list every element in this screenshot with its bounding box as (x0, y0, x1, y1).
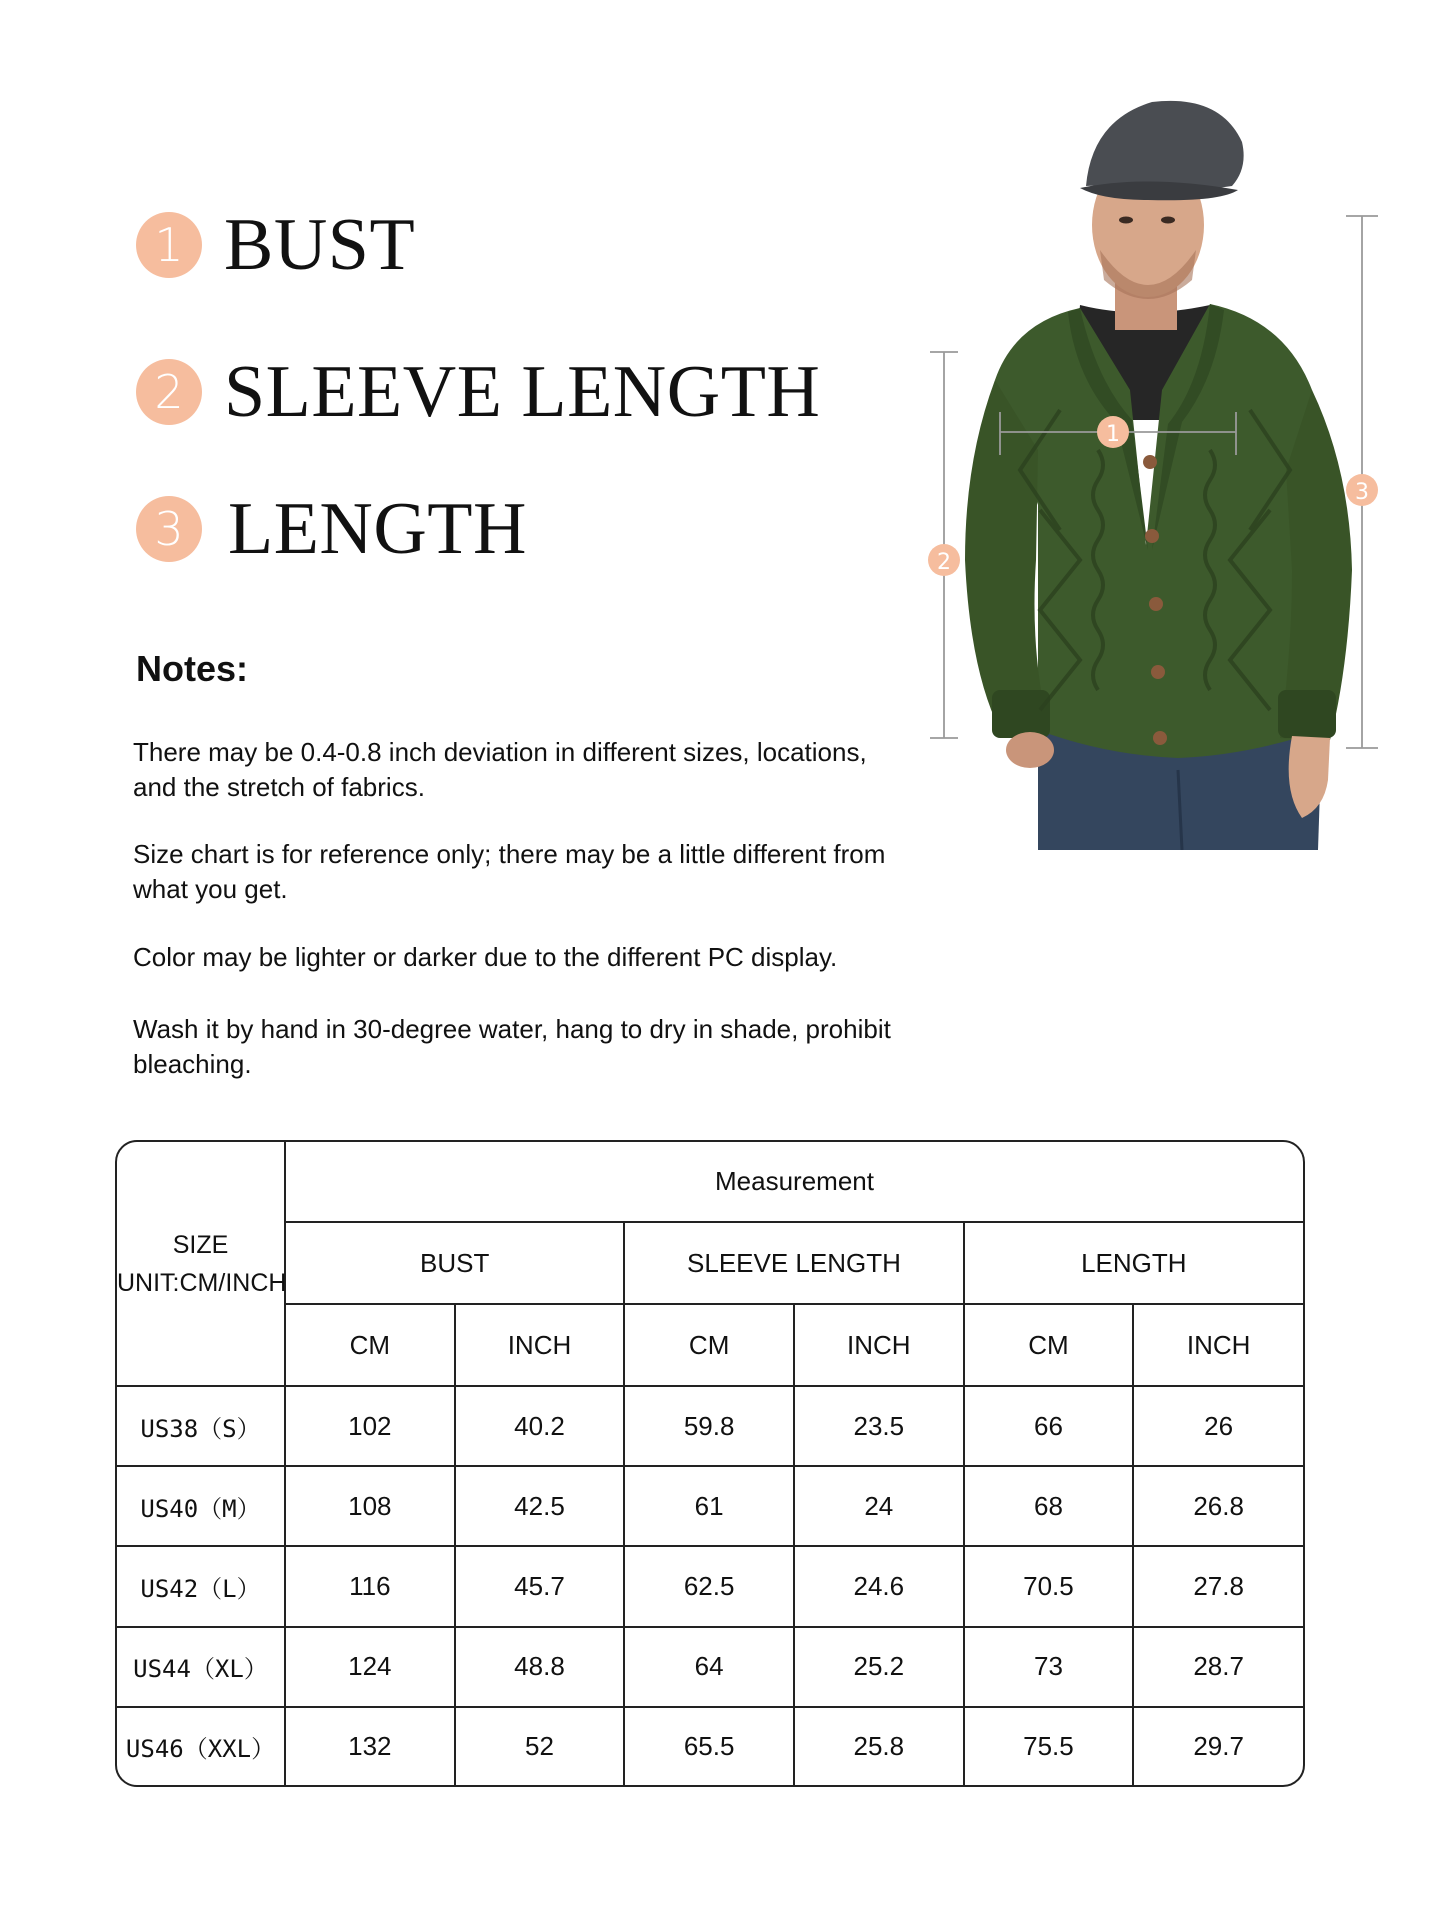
bust-marker-number: 1 (1106, 422, 1120, 447)
value-cell: 24.6 (794, 1546, 964, 1626)
value-cell: 68 (964, 1466, 1134, 1546)
value-cell: 108 (285, 1466, 455, 1546)
note-deviation: There may be 0.4-0.8 inch deviation in different sizes, locations, and the stretch of fabrics. (133, 737, 867, 802)
group-header-bust: BUST (285, 1222, 624, 1304)
value-cell: 116 (285, 1546, 455, 1626)
value-cell: 52 (455, 1707, 625, 1785)
value-cell: 42.5 (455, 1466, 625, 1546)
legend-number: 2 (136, 359, 202, 425)
sleeve-length-marker (928, 544, 960, 576)
note-color: Color may be lighter or darker due to the different PC display. (133, 942, 838, 972)
table-row (117, 1466, 1303, 1546)
value-cell: 132 (285, 1707, 455, 1785)
legend-number: 1 (136, 212, 202, 278)
measurement-header: Measurement (285, 1142, 1303, 1222)
legend-label: SLEEVE LENGTH (224, 351, 821, 433)
unit-header: CM (624, 1304, 794, 1386)
unit-header: INCH (455, 1304, 625, 1386)
table-row (117, 1386, 1303, 1466)
size-cell: US38（S） (117, 1386, 285, 1466)
group-header-sleeve-length: SLEEVE LENGTH (624, 1222, 963, 1304)
size-unit-header: SIZE UNIT:CM/INCH (117, 1142, 285, 1386)
size-cell: US40（M） (117, 1466, 285, 1546)
value-cell: 23.5 (794, 1386, 964, 1466)
unit-header: CM (285, 1304, 455, 1386)
sleeve-length-marker-number: 2 (937, 550, 951, 575)
legend-item-bust (136, 204, 416, 286)
bust-marker (1097, 416, 1129, 448)
value-cell: 75.5 (964, 1707, 1134, 1785)
value-cell: 26 (1133, 1386, 1303, 1466)
size-cell: US42（L） (117, 1546, 285, 1626)
value-cell: 25.8 (794, 1707, 964, 1785)
value-cell: 66 (964, 1386, 1134, 1466)
legend-item-sleeve-length (136, 351, 821, 433)
value-cell: 65.5 (624, 1707, 794, 1785)
value-cell: 40.2 (455, 1386, 625, 1466)
unit-header: CM (964, 1304, 1134, 1386)
notes-title: Notes: (136, 648, 249, 689)
legend-item-length (136, 488, 527, 570)
value-cell: 62.5 (624, 1546, 794, 1626)
value-cell: 45.7 (455, 1546, 625, 1626)
length-marker (1346, 474, 1378, 506)
value-cell: 124 (285, 1627, 455, 1707)
value-cell: 29.7 (1133, 1707, 1303, 1785)
legend-number: 3 (136, 496, 202, 562)
value-cell: 61 (624, 1466, 794, 1546)
size-cell: US46（XXL） (117, 1707, 285, 1785)
unit-header: INCH (1133, 1304, 1303, 1386)
value-cell: 24 (794, 1466, 964, 1546)
value-cell: 48.8 (455, 1627, 625, 1707)
note-reference: Size chart is for reference only; there may be a little different from what you get. (133, 839, 886, 904)
value-cell: 59.8 (624, 1386, 794, 1466)
value-cell: 73 (964, 1627, 1134, 1707)
value-cell: 102 (285, 1386, 455, 1466)
value-cell: 25.2 (794, 1627, 964, 1707)
length-marker-number: 3 (1355, 480, 1369, 505)
value-cell: 27.8 (1133, 1546, 1303, 1626)
value-cell: 28.7 (1133, 1627, 1303, 1707)
group-header-length: LENGTH (964, 1222, 1303, 1304)
legend-label: LENGTH (228, 488, 527, 570)
value-cell: 64 (624, 1627, 794, 1707)
size-chart-table (115, 1140, 1305, 1787)
table-row (117, 1627, 1303, 1707)
unit-header: INCH (794, 1304, 964, 1386)
size-cell: US44（XL） (117, 1627, 285, 1707)
note-washing: Wash it by hand in 30-degree water, hang to dry in shade, prohibit bleaching. (133, 1014, 891, 1079)
product-photo (920, 90, 1410, 850)
table-row (117, 1546, 1303, 1626)
legend-label: BUST (224, 204, 416, 286)
value-cell: 70.5 (964, 1546, 1134, 1626)
value-cell: 26.8 (1133, 1466, 1303, 1546)
table-row (117, 1707, 1303, 1785)
